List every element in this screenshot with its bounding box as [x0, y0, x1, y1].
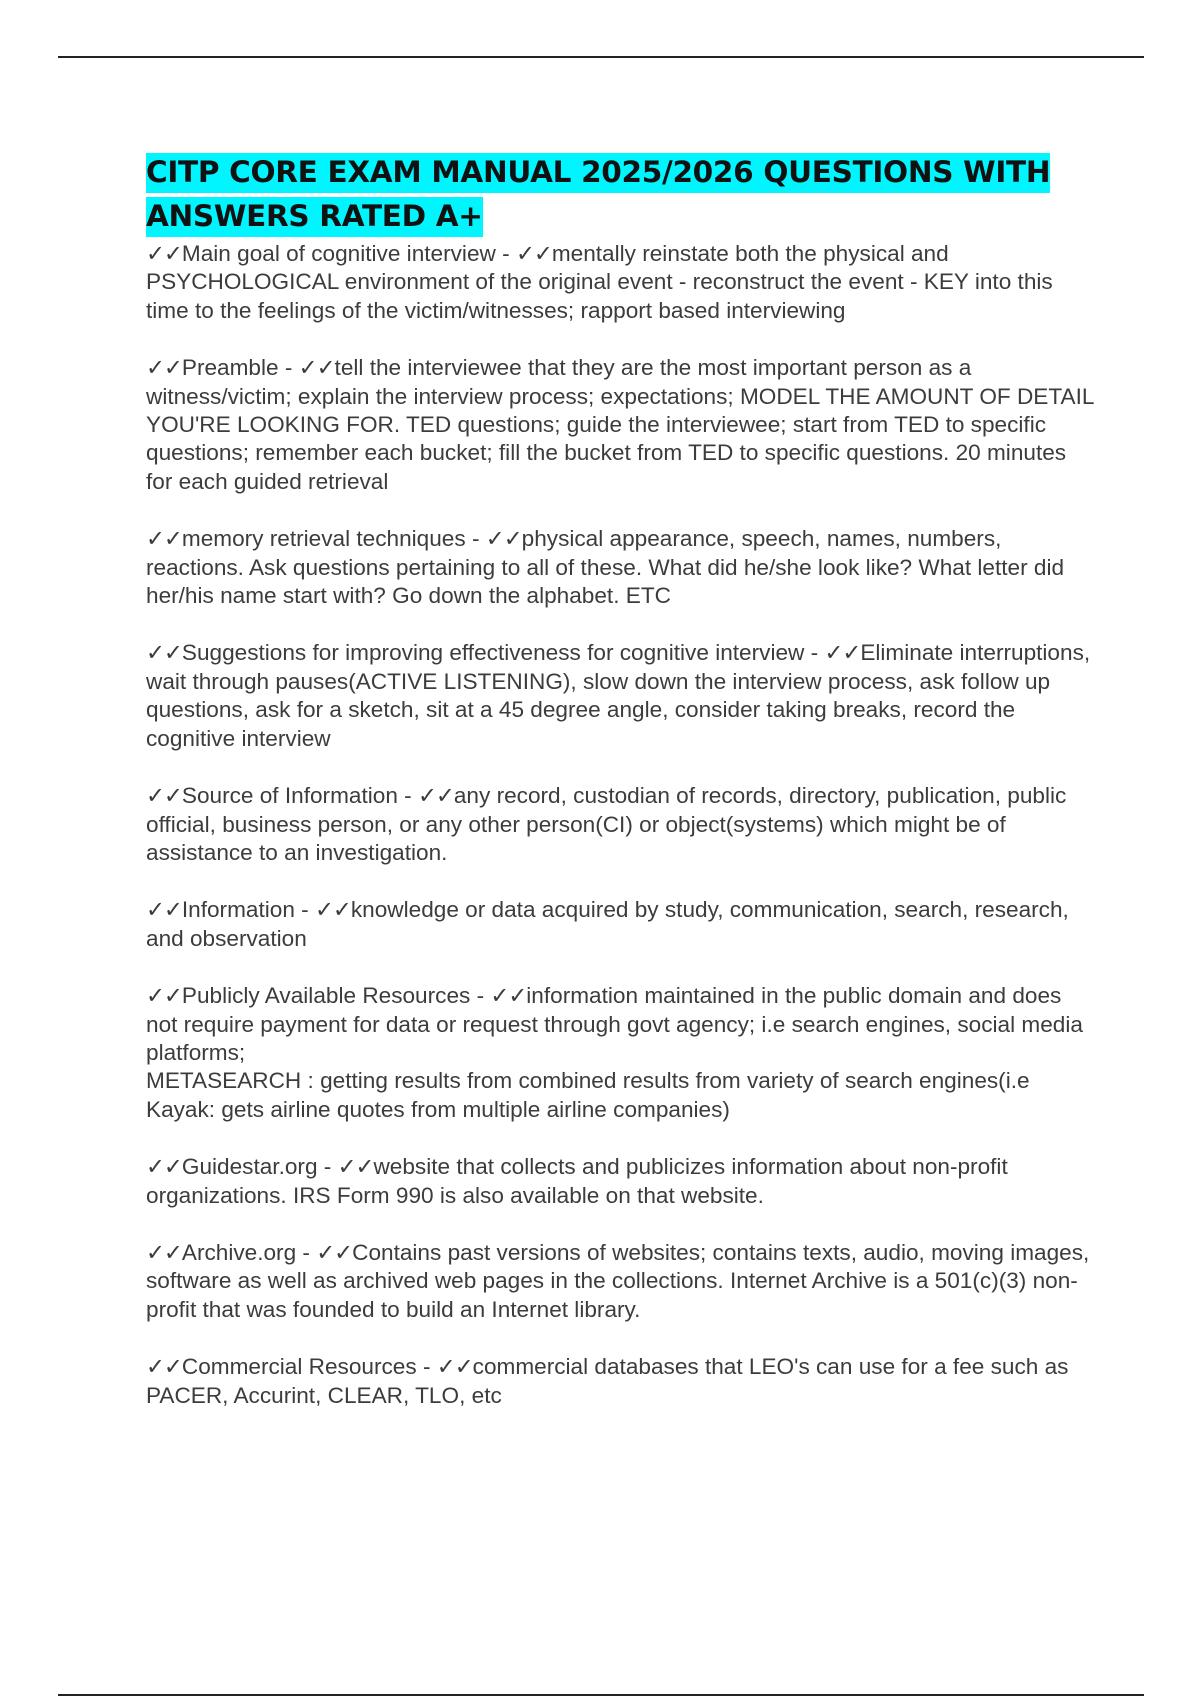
answer-definition: physical appearance, speech, names, numbers, reactions. Ask questions pertaining to all of these. What did he/she look like? What letter did her/his name start with? Go down the alphabet. ETC [146, 526, 1065, 609]
bottom-rule [58, 1694, 1144, 1696]
check-mark-icon: ✓✓ [298, 355, 335, 381]
question-term: Publicly Available Resources [181, 983, 471, 1009]
qa-entry [146, 240, 1096, 325]
answer-definition: information maintained in the public domain and does not require payment for data or request through govt agency; i.e search engines, social media platforms; [146, 983, 1083, 1065]
check-mark-icon: ✓✓ [316, 1239, 353, 1265]
question-term: Archive.org [181, 1239, 297, 1265]
check-mark-icon: ✓✓ [485, 526, 522, 552]
question-term: Commercial Resources [181, 1354, 417, 1380]
answer-definition: any record, custodian of records, directory, publication, public official, business person, or any other person(CI) or object(systems) which might be of assistance to an investigation. [146, 783, 1067, 865]
check-mark-icon: ✓✓ [146, 355, 182, 381]
question-term: Information [181, 897, 295, 923]
answer-definition: commercial databases that LEO's can use for a fee such as PACER, Accurint, CLEAR, TLO, etc [146, 1354, 1069, 1408]
check-mark-icon: ✓✓ [146, 526, 182, 552]
qa-entry [146, 1353, 1096, 1410]
question-term: memory retrieval techniques [181, 526, 466, 552]
qa-entry [146, 1239, 1096, 1324]
qa-entry [146, 354, 1096, 496]
answer-definition: knowledge or data acquired by study, communication, search, research, and observation [146, 897, 1069, 951]
title-highlight: CITP CORE EXAM MANUAL 2025/2026 QUESTIONS WITH ANSWERS RATED A+ [146, 153, 1050, 237]
answer-extra-line: METASEARCH : getting results from combined results from variety of search engines(i.e Kayak: gets airline quotes from multiple airline companies) [146, 1068, 1030, 1122]
answer-definition: Eliminate interruptions, wait through pauses(ACTIVE LISTENING), slow down the interview process, ask follow up questions, ask for a sketch, sit at a 45 degree angle, consider taking breaks, record the cognitive interview [146, 640, 1091, 751]
document-title [146, 150, 1096, 238]
answer-definition: mentally reinstate both the physical and PSYCHOLOGICAL environment of the original event - reconstruct the event - KEY into this time to the feelings of the victim/witnesses; rapport based interviewing [146, 241, 1053, 323]
separator: - [804, 640, 825, 666]
check-mark-icon: ✓✓ [146, 1239, 182, 1265]
check-mark-icon: ✓✓ [146, 1154, 182, 1180]
check-mark-icon: ✓✓ [337, 1154, 374, 1180]
answer-definition: tell the interviewee that they are the most important person as a witness/victim; explain the interview process; expectations; MODEL THE AMOUNT OF DETAIL YOU'RE LOOKING FOR. TED questions; guide the interviewee; start from TED to specific questions; remember each bucket; fill the bucket from TED to specific questions. 20 minutes for each guided retrieval [146, 355, 1094, 494]
qa-entry [146, 782, 1096, 867]
answer-definition: website that collects and publicizes information about non-profit organizations. IRS Form 990 is also available on that website. [146, 1154, 1008, 1208]
check-mark-icon: ✓✓ [315, 897, 351, 923]
separator: - [465, 526, 486, 552]
question-term: Source of Information [181, 783, 398, 809]
check-mark-icon: ✓✓ [146, 897, 182, 923]
separator: - [317, 1154, 338, 1180]
separator: - [495, 241, 516, 266]
qa-entry [146, 1153, 1096, 1210]
question-term: Suggestions for improving effectiveness for cognitive interview [181, 640, 805, 666]
separator: - [278, 355, 299, 381]
qa-entry [146, 896, 1096, 953]
question-term: Main goal of cognitive interview [181, 241, 496, 266]
check-mark-icon: ✓✓ [146, 1354, 182, 1380]
question-term: Preamble [181, 355, 279, 381]
check-mark-icon: ✓✓ [417, 783, 454, 809]
qa-entry [146, 982, 1096, 1124]
top-rule [58, 56, 1144, 58]
check-mark-icon: ✓✓ [146, 241, 182, 266]
separator: - [470, 983, 491, 1009]
separator: - [296, 1239, 317, 1265]
check-mark-icon: ✓✓ [146, 783, 182, 809]
check-mark-icon: ✓✓ [490, 983, 527, 1009]
check-mark-icon: ✓✓ [146, 983, 182, 1009]
separator: - [397, 783, 418, 809]
check-mark-icon: ✓✓ [515, 241, 552, 266]
qa-entry [146, 525, 1096, 610]
qa-entry [146, 639, 1096, 753]
check-mark-icon: ✓✓ [824, 640, 861, 666]
check-mark-icon: ✓✓ [146, 640, 182, 666]
check-mark-icon: ✓✓ [436, 1354, 473, 1380]
separator: - [416, 1354, 437, 1380]
separator: - [294, 897, 315, 923]
question-term: Guidestar.org [181, 1154, 318, 1180]
document-body [146, 150, 1096, 1439]
answer-definition: Contains past versions of websites; contains texts, audio, moving images, software as well as archived web pages in the collections. Internet Archive is a 501(c)(3) non-profit that was founded to build an Internet library. [146, 1239, 1090, 1322]
